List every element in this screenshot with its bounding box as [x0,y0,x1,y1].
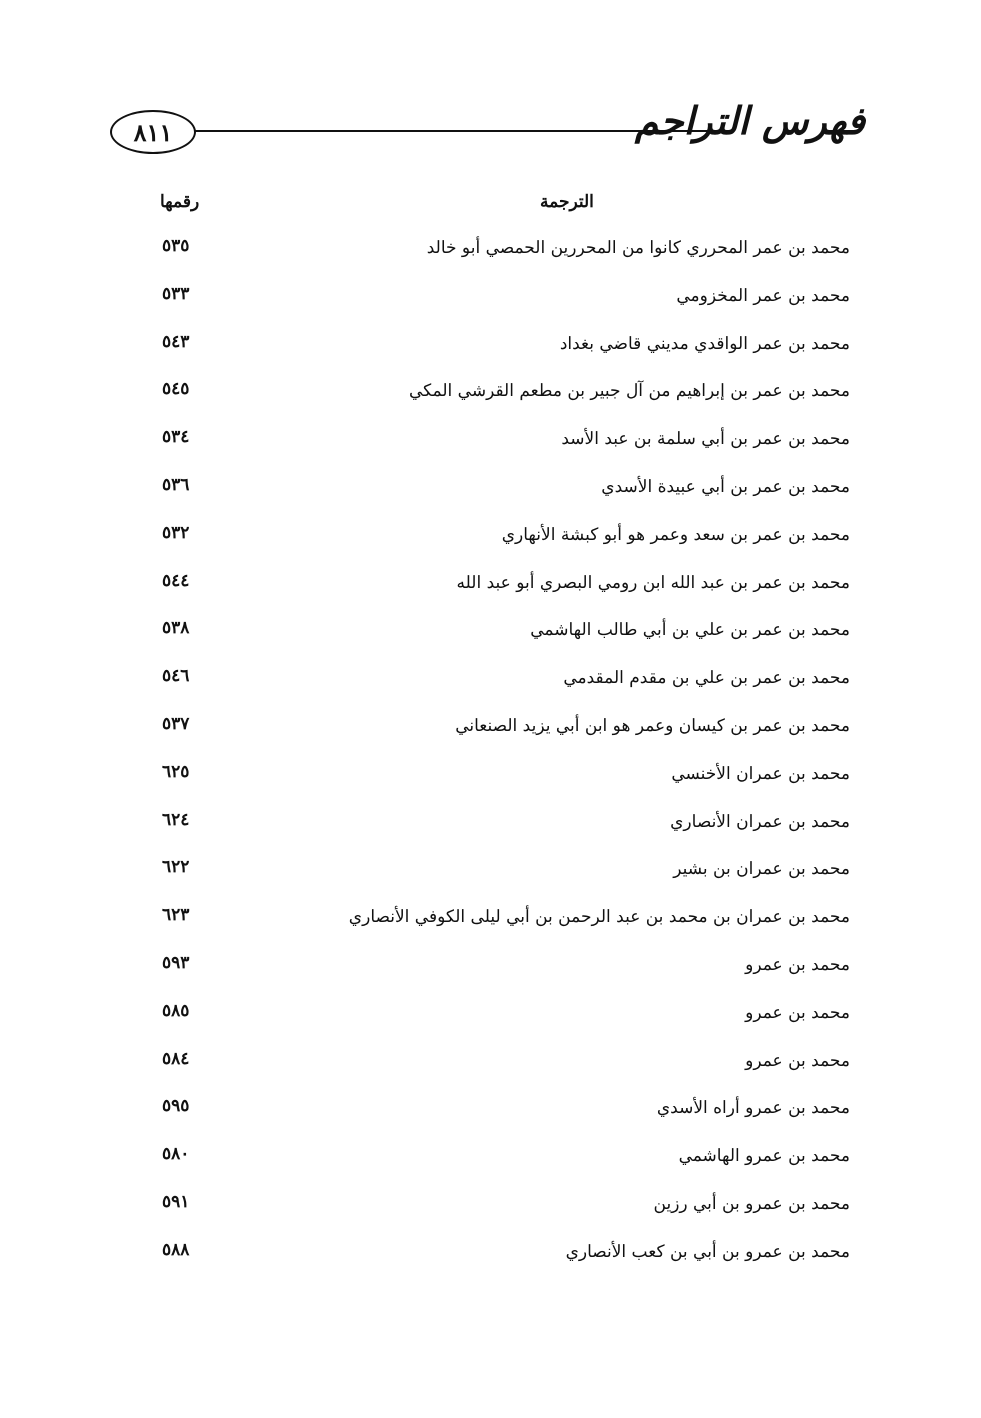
column-header-name: الترجمة [540,192,594,212]
entry-name: محمد بن عمر بن إبراهيم من آل جبير بن مطعم القرشي المكي [408,381,850,402]
entry-name: محمد بن عمر بن علي بن أبي طالب الهاشمي [530,620,850,641]
entry-name: محمد بن عمرو بن أبي رزين [653,1193,850,1214]
entry-number: ٥٩١ [162,1191,190,1212]
entry-name: محمد بن عمر بن عبد الله ابن رومي البصري أبو عبد الله [456,572,850,593]
entry-number: ٦٢٥ [162,761,190,782]
entry-number: ٥٤٥ [162,379,190,400]
entry-number: ٥٣٨ [162,618,190,639]
entry-number: ٥٨٤ [162,1048,190,1069]
column-header-number: رقمها [160,192,200,212]
page-title: فهرس التراجم [634,98,865,143]
entry-name: محمد بن عمر بن علي بن مقدم المقدمي [563,668,850,689]
index-row [150,371,850,419]
entry-name: محمد بن عمر بن كيسان وعمر هو ابن أبي يزيد الصنعاني [455,715,850,736]
entry-name: محمد بن عمرو الهاشمي [678,1146,850,1167]
entry-name: محمد بن عمر المحرري كانوا من المحررين الحمصي أبو خالد [426,238,850,258]
entry-number: ٥٣٣ [162,283,190,304]
entry-number: ٥٣٦ [162,474,190,495]
index-row [150,849,850,897]
index-list [150,228,850,1280]
entry-name: محمد بن عمران الأخنسي [671,763,850,784]
entry-name: محمد بن عمرو [745,954,850,975]
entry-name: محمد بن عمرو [745,1002,850,1023]
entry-number: ٥٩٣ [162,952,190,973]
entry-name: محمد بن عمر بن أبي عبيدة الأسدي [601,476,850,497]
index-row [150,467,850,515]
entry-name: محمد بن عمران بن بشير [673,859,850,880]
entry-number: ٥٨٠ [162,1144,190,1165]
entry-number: ٥٩٥ [162,1096,190,1117]
entry-name: محمد بن عمرو أراه الأسدي [656,1098,850,1119]
index-row [150,706,850,754]
entry-number: ٥٨٨ [162,1239,190,1260]
index-row [150,610,850,658]
index-row [150,419,850,467]
index-row [150,276,850,324]
entry-number: ٥٤٦ [162,666,190,687]
index-row [150,658,850,706]
entry-name: محمد بن عمر بن سعد وعمر هو أبو كبشة الأنهاري [501,524,850,545]
page-number: ٨١١ [110,110,196,154]
entry-number: ٥٣٥ [162,236,190,256]
index-row [150,324,850,372]
entry-number: ٦٢٤ [162,809,190,830]
entry-name: محمد بن عمران الأنصاري [670,811,850,832]
index-row [150,515,850,563]
index-row [150,945,850,993]
entry-number: ٦٢٣ [162,905,190,926]
index-row [150,993,850,1041]
entry-name: محمد بن عمرو بن أبي بن كعب الأنصاري [565,1241,850,1262]
index-row [150,1088,850,1136]
entry-number: ٥٤٤ [162,570,190,591]
index-row [150,897,850,945]
entry-number: ٥٨٥ [162,1000,190,1021]
index-row [150,1232,850,1280]
entry-number: ٥٣٢ [162,522,190,543]
index-row [150,754,850,802]
index-row [150,1136,850,1184]
entry-number: ٥٣٧ [162,713,190,734]
entry-number: ٥٣٤ [162,427,190,448]
entry-name: محمد بن عمران بن محمد بن عبد الرحمن بن أبي ليلى الكوفي الأنصاري [348,907,850,928]
index-row [150,563,850,611]
entry-number: ٦٢٢ [162,857,190,878]
entry-name: محمد بن عمرو [745,1050,850,1071]
index-row [150,1184,850,1232]
page-header [95,100,865,180]
index-row [150,1041,850,1089]
entry-name: محمد بن عمر المخزومي [676,285,850,306]
index-row [150,802,850,850]
index-row [150,228,850,276]
entry-name: محمد بن عمر بن أبي سلمة بن عبد الأسد [561,429,850,450]
entry-name: محمد بن عمر الواقدي مديني قاضي بغداد [559,333,850,354]
entry-number: ٥٤٣ [162,331,190,352]
